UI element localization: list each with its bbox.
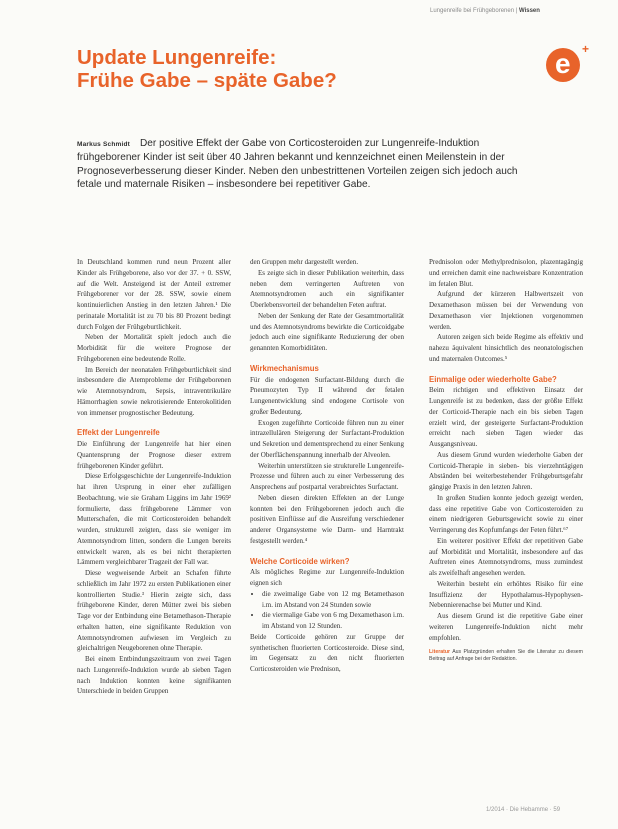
section-heading-wirkmechanismus: Wirkmechanismus xyxy=(250,363,319,373)
paragraph: Im Bereich der neonatalen Frühgeburtlichkeit sind insbesondere die Atemprobleme der Frühgeborenen wie Atemnotsyndrom, Sepsis, intraventrikuläre Hämorrhagien sowie nekrotisierende Enterokolitiden von immenser prognostischer Bedeutung. xyxy=(77,365,231,417)
title-line-1: Update Lungenreife: xyxy=(77,46,277,69)
running-header: Lungenreife bei Frühgeborenen | Wissen xyxy=(430,8,540,14)
paragraph: In großen Studien konnte jedoch gezeigt werden, dass eine repetitive Gabe von Corticosteroiden zu einem niedrigeren Geburtsgewicht sowie zu einer Verringerung des Kopfumfangs der Feten führt.⁶⁷ xyxy=(429,493,583,534)
paragraph: Aufgrund der kürzeren Halbwertszeit von Dexamethason müssen bei der Verwendung von Dexamethason vier Injektionen vorgenommen werden. xyxy=(429,290,583,331)
paragraph: Neben der Mortalität spielt jedoch auch die Morbidität für die weitere Prognose der Frühgeborenen eine bedeutende Rolle. xyxy=(77,333,231,363)
paragraph: Diese Erfolgsgeschichte der Lungenreife-Induktion hat ihren Ursprung in einer eher zufälligen Beobachtung, wie sie Graham Liggins im Jahr 1969² formulierte, dass frühgeborene Lämmer von Mutterschafen, die mit Corticosteroiden behandelt wurden, strukturell zeigten, dass sie weniger im Atemnotsyndrom litten, sondern die Lungen bereits entwickelt waren, als es bei nicht therapierten Lämmern vergleichbarer Tragzeit der Fall war. xyxy=(77,472,231,567)
paragraph: Weiterhin besteht ein erhöhtes Risiko für eine Insuffizienz der Hypothalamus-Hypophysen-Nebennierenachse bei Mutter und Kind. xyxy=(429,579,583,610)
paragraph: Weiterhin unterstützen sie strukturelle Lungenreife-Prozesse und führen auch zu einer Verbesserung des Ansprechens auf postpartal verabreichtes Surfactant. xyxy=(250,461,404,491)
section-label: Wissen xyxy=(518,8,540,14)
text-column-1 xyxy=(77,257,231,697)
list-item: • die zweimalige Gabe von 12 mg Betamethason i.m. im Abstand von 24 Stunden sowie xyxy=(262,589,404,611)
author-name: Markus Schmidt xyxy=(77,141,131,148)
paragraph: Autoren zeigen sich beide Regime als effektiv und nahezu äquivalent hinsichtlich des neonatologischen und maternalen Outcomes.⁵ xyxy=(429,333,583,363)
e-plus-logo-icon xyxy=(546,42,590,82)
section-heading-effekt: Effekt der Lungenreife xyxy=(77,428,160,438)
paragraph: Beide Corticoide gehören zur Gruppe der synthetischen fluorierten Corticosteroide. Diese sind, im Gegensatz zu den nicht fluorierten Corticosteroiden wie Prednison, xyxy=(250,632,404,673)
paragraph: In Deutschland kommen rund neun Prozent aller Kinder als Frühgeborene, also vor der 37. + 0. SSW, auf die Welt. Ansteigend ist der Anteil extremer Frühgeborener vor der 28. SSW, sowie einem kontinuierlichen Anstieg in den letzten Jahren.¹ Die perinatale Mortalität ist zu 70 bis 80 Prozent bedingt durch Folgen der Frühgeburtlichkeit. xyxy=(77,258,231,331)
paragraph: Die Einführung der Lungenreife hat hier einen Quantensprung der Prognose dieser extrem frühgeborenen Kinder geführt. xyxy=(77,440,231,470)
title-line-2: Frühe Gabe – späte Gabe? xyxy=(77,69,337,92)
paragraph: Neben diesen direkten Effekten an der Lunge konnten bei den Frühgeborenen jedoch auch die positiven Einflüsse auf die Ausreifung verschiedener anderer Organsysteme wie Darm- und Harntrakt festgestellt werden.⁴ xyxy=(250,493,404,545)
paragraph: Diese wegweisende Arbeit an Schafen führte schließlich im Jahr 1972 zu ersten Publikationen einer kontrollierten Studie.³ Hierin zeigte sich, dass frühgeborene Kinder, deren Mütter zwei bis sieben Tage vor der Entbindung eine Betamethason-Therapie erhalten hatten, eine signifikante Reduktion von Atemnotsyndromen aufwiesen im Vergleich zu gleichaltrigen Neugeborenen ohne Therapie. xyxy=(77,569,231,653)
paragraph: Exogen zugeführte Corticoide führen nun zu einer intrazellulären Steigerung der Surfactant-Produktion und Sekretion und dementsprechend zu einer Senkung der Oberflächenspannung innerhalb der Alveolen. xyxy=(250,418,404,459)
literature-footnote xyxy=(429,649,583,663)
paragraph: Ein weiterer positiver Effekt der repetitiven Gabe auf Morbidität und Mortalität, insbesondere auf das Auftreten eines Atemnotsyndroms, muss zumindest als zweifelhaft angesehen werden. xyxy=(429,536,583,577)
running-title: Lungenreife bei Frühgeborenen xyxy=(430,8,515,14)
paragraph: Als mögliches Regime zur Lungenreife-Induktion eignen sich xyxy=(250,568,404,587)
footnote-label: Literatur xyxy=(429,649,451,656)
paragraph: Bei einem Entbindungszeitraum von zwei Tagen nach Lungenreife-Induktion wurde ab sieben Tagen nach Induktion konnten keine signifikanten Unterschiede in beiden Gruppen xyxy=(77,655,231,696)
section-heading-corticoide: Welche Corticoide wirken? xyxy=(250,556,350,566)
text-column-2 xyxy=(250,257,404,675)
paragraph: den Gruppen mehr dargestellt werden. xyxy=(250,258,359,266)
paragraph: Beim richtigen und effektiven Einsatz der Lungenreife ist zu bedenken, dass der größte Effekt der Corticoid-Therapie nach ein bis sieben Tagen erzielt wird, der gesteigerte Surfactant-Produktion erreicht nach sieben Tagen wieder das Ausgangsniveau. xyxy=(429,386,583,448)
paragraph: Aus diesem Grund ist die repetitive Gabe einer weiteren Lungenreife-Induktion nicht mehr empfohlen. xyxy=(429,612,583,642)
paragraph: Es zeigte sich in dieser Publikation weiterhin, dass neben dem verringerten Auftreten von Atemnotsyndromen auch ein signifikanter Überlebensvorteil der behandelten Feten auftrat. xyxy=(250,268,404,309)
lead-text: Der positive Effekt der Gabe von Corticosteroiden zur Lungenreife-Induktion frühgeborener Kinder ist seit über 40 Jahren bekannt und kennzeichnet einen Meilenstein in der Prognoseverbesserung dieser Kinder. Neben den unbestrittenen Vorteilen zeigen sich jedoch auch fetale und maternale Risiken – insbesondere bei repetitiver Gabe. xyxy=(77,138,518,190)
logo-letter: e xyxy=(555,48,571,79)
text-column-3 xyxy=(429,257,583,663)
article-title xyxy=(77,46,337,92)
list-item: • die viermalige Gabe von 6 mg Dexamethason i.m. im Abstand von 12 Stunden. xyxy=(262,610,404,632)
paragraph: Aus diesem Grund wurden wiederholte Gaben der Corticoid-Therapie in sieben- bis vierzehntägigen Abständen bei weiterbestehender Frühgeburtsgefahr gängige Praxis in den letzten Jahren. xyxy=(429,450,583,491)
paragraph: Neben der Senkung der Rate der Gesamtmortalität und des Atemnotsyndroms bewirkte die Corticoidgabe jedoch auch eine signifikante Reduzierung der oben genannten Komorbiditäten. xyxy=(250,311,404,352)
paragraph: Prednisolon oder Methylprednisolon, plazentagängig und erreichen damit eine nachweisbare Konzentration im fetalen Blut. xyxy=(429,258,583,288)
page-footer: 1/2014 · Die Hebamme · 59 xyxy=(486,807,561,813)
logo-plus-mark: + xyxy=(582,42,590,56)
lead-paragraph xyxy=(77,137,543,191)
regime-list xyxy=(250,589,404,632)
footnote-text: Aus Platzgründen erhalten Sie die Literatur zu diesem Beitrag auf Anfrage bei der Redaktion. xyxy=(429,649,584,663)
paragraph: Für die endogenen Surfactant-Bildung durch die Pneumozyten Typ II während der fetalen Lungenentwicklung sind endogene Cortisole von großer Bedeutung. xyxy=(250,375,404,416)
section-heading-gabe: Einmalige oder wiederholte Gabe? xyxy=(429,374,557,384)
